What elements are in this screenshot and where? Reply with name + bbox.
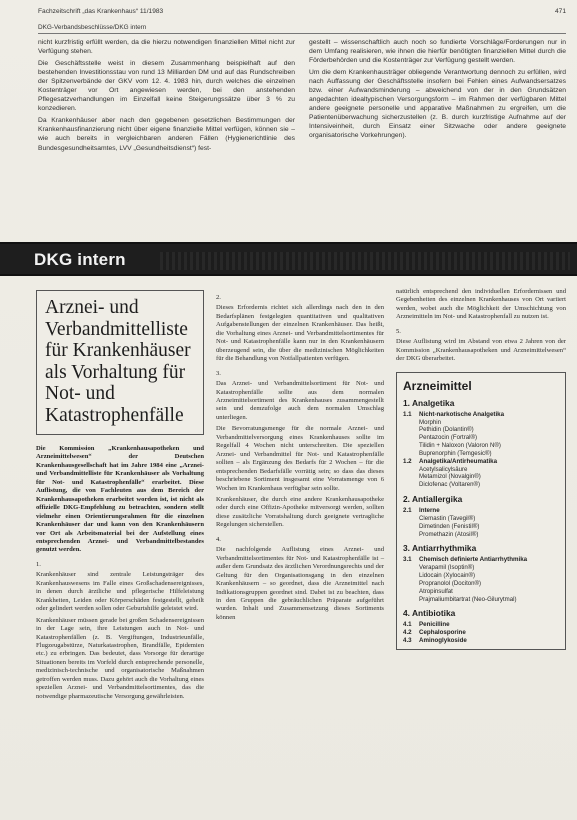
drug-group-heading: 4. Antibiotika	[403, 608, 456, 619]
article-paragraph: Diese Auflistung wird im Abstand von etwa 2 Jahren von der Kommission „Krankenhausapotheken und Arzneimittelwesen“ der DKG überarbeitet.	[396, 338, 566, 363]
article-title-box	[36, 290, 204, 435]
drug-item: Promethazin (Atosil®)	[419, 530, 479, 538]
top-right-column	[309, 38, 566, 156]
drug-group-heading: 1. Analgetika	[403, 397, 455, 408]
top-left-column	[38, 38, 295, 156]
drug-subgroup-name: Aminoglykoside	[419, 637, 467, 645]
article-paragraph: Krankenhäuser müssen gerade bei großen Schadensereignissen in der Lage sein, ihre Leistungen auch in Not- und Katastrophenfällen (z. B. Vergiftungen, Industrieunfälle, Flugzeugabstürze, Naturkatastrophen, Brandfälle, Epidemien etc.) zu erbringen. Das bedeutet, dass Vorsorge für derartige Situationen bereits im Vorfeld durch entsprechende personelle, medizinisch-technische und organisatorische Maßnahmen getroffen werden muss. Dazu gehört auch die Vorhaltung eines speziellen Arznei- und Verbandmittelsortimentes, das die notwendige pharmazeutische Versorgung gewährleisten.	[36, 616, 204, 700]
drug-item: Lidocain (Xylocain®)	[419, 572, 475, 580]
article-body	[36, 288, 566, 818]
drug-subgroup-number: 1.1	[403, 410, 412, 418]
drug-subgroup	[403, 637, 559, 645]
drug-subgroup-name: Nicht-narkotische Analgetika	[419, 410, 505, 418]
section-header: DKG-Verbandsbeschlüsse/DKG intern	[38, 24, 566, 34]
drug-subgroup-number: 4.2	[403, 629, 412, 637]
drug-subgroup-name: Analgetika/Antirheumatika	[419, 457, 498, 465]
drug-list-box	[396, 372, 566, 651]
drug-subgroup-name: Interne	[419, 507, 440, 514]
article-section-4	[216, 536, 384, 623]
body-paragraph: nicht kurzfristig erfüllt werden, da die hierzu notwendigen finanziellen Mittel nicht zur Verfügung stehen.	[38, 39, 295, 56]
drug-subgroup-number: 2.1	[403, 507, 412, 514]
body-paragraph: Um die dem Krankenhausträger obliegende Verantwortung dennoch zu erfüllen, wird nach Auffassung der Geschäftsstelle insofern bei Fehlen eines Aufwandsersatzes bzw. einer Aufwandsminderung – abweichend von der in den Grundsätzen angedachten idealtypischen Versorgungsform – im Rahmen der verfügbaren Mittel andere geeignete personelle und apparative Maßnahmen zu ergreifen, um die Patientenüberwachung sicherzustellen (z. B. durch kurzfristige Aufnahme auf der Intensiveinheit, durch Einsatz einer Sitzwache oder andere geeignete organisatorische Vorkehrungen).	[309, 69, 566, 140]
drug-subgroup-number: 4.3	[403, 637, 412, 645]
article-section-3	[216, 370, 384, 530]
drug-item: Verapamil (Isoptin®)	[419, 564, 475, 572]
drug-item: Diclofenac (Voltaren®)	[419, 481, 481, 489]
drug-groups	[403, 398, 559, 646]
article-paragraph: Das Arznei- und Verbandmittelsortiment für Not- und Katastrophenfälle sollte aus dem normalen Arzneimittelsortiment des Krankenhauses zusammengestellt sein und demzufolge auch dem normalen Umschlag unterliegen.	[216, 380, 384, 421]
section-number: 4.	[216, 535, 221, 543]
article-paragraph: Die Bevorratungsmenge für die normale Arznei- und Verbandmittelversorgung eines Krankenhauses sollte im Regelfall 4 Wochen nicht unterschreiten. Die speziellen Arznei- und Verbandmittel für Not- und Katastrophenfälle sollten – als Ergänzung des Bedarfs für 2 Wochen – für die entsprechenden Bedarfsfälle vorrätig sein; so dass das dieses beschriebene Sortiment insgesamt eine Vorratsmenge von 6 Wochen im Krankenhaus verfügbar sein sollte.	[216, 425, 384, 492]
section-number: 5.	[396, 327, 401, 335]
top-text-columns	[38, 38, 566, 156]
section-number: 2.	[216, 294, 221, 301]
drug-subgroup	[403, 556, 559, 564]
drug-subgroup-number: 1.2	[403, 457, 412, 465]
drug-subgroup-number: 3.1	[403, 556, 412, 564]
drug-item: Pethidin (Dolantin®)	[419, 426, 474, 434]
article-column-3	[396, 288, 566, 650]
drug-item: Acetylsalicylsäure	[419, 465, 468, 473]
drug-group-heading: 2. Antiallergika	[403, 494, 463, 504]
section-number: 3.	[216, 369, 221, 377]
section-number: 1.	[36, 560, 41, 568]
drug-subgroup	[403, 507, 559, 515]
drug-item: Morphin	[419, 418, 442, 426]
article-column-3-text	[396, 288, 566, 322]
page-number: 471	[554, 8, 566, 15]
drug-subgroup	[403, 629, 559, 637]
article-intro: Die Kommission „Krankenhausapotheken und Arzneimittelwesen“ der Deutschen Krankenhausgesellschaft hat im Jahre 1984 eine „Arznei- und Verbandmittelliste für Krankenhäuser als Vorhaltung für Not- und Katastrophenfälle“ erarbeitet. Diese Auflistung, die von Fachleuten aus dem Bereich der Krankenhausapotheken erarbeitet worden ist, ist nicht als offizielle DKG-Empfehlung zu betrachten, sondern stellt vielmehr einen Orientierungsrahmen für die einzelnen Krankenhäuser dar und kann von den Krankenhäusern vor Ort als Arbeitsmaterial bei der Aufstellung eines entsprechenden Arznei- und Verbandmittelbestandes genutzt werden.	[36, 445, 204, 554]
banner-texture	[160, 252, 570, 270]
drug-subgroup-name: Penicilline	[419, 621, 450, 629]
drug-item: Tilidin + Naloxon (Valoron N®)	[419, 442, 501, 450]
article-section-1	[36, 561, 204, 701]
drug-item: Clemastin (Tavegil®)	[419, 515, 476, 522]
body-paragraph: gestellt – wissenschaftlich auch noch so fundierte Vorschläge/Forderungen nur in dem Umfang realisieren, wie ihnen die hierfür benötigten finanziellen Mittel durch die Förderbehörden und die Kostenträger zur Verfügung gestellt werden.	[309, 39, 566, 65]
article-section-2	[216, 294, 384, 364]
body-paragraph: Die Geschäftsstelle weist in diesem Zusammenhang beispielhaft auf den bestehenden Investitionsstau von rund 13 Milliarden DM und auf das Rundschreiben der Spitzenverbände der GKV vom 12. 4. 1983 hin, durch welches die einzelnen Kostenträger vor Ort angewiesen werden, bei den anstehenden Pflegesatzverhandlungen im Einzelfall keine Steigerungssätze über 3 % zu konzedieren.	[38, 60, 295, 113]
drug-subgroup	[403, 458, 559, 466]
drug-item: Buprenorphin (Temgesic®)	[419, 449, 492, 457]
drug-item: Prajmaliumbitartrat (Neo-Gilurytmal)	[419, 595, 517, 603]
drug-item: Pentazocin (Fortral®)	[419, 434, 477, 442]
drug-item: Dimetinden (Fenistil®)	[419, 522, 480, 530]
banner-title: DKG intern	[34, 250, 126, 269]
drug-item: Metamizol (Novalgin®)	[419, 473, 481, 481]
drug-subgroup-name: Cephalosporine	[419, 629, 466, 637]
article-paragraph: Krankenhäuser sind zentrale Leistungsträger des Krankenhauswesens im Falle eines Großschadensereignisses, in denen durch ärztliche und pflegerische Hilfeleistung Krankheiten, Leiden oder Körperschäden festgestellt, geheilt oder gelindert werden sollen oder Geburtshilfe geleistet wird.	[36, 571, 204, 613]
article-title: Arznei- und Verbandmittelliste für Krankenhäuser als Vorhaltung für Not- und Katastrophenfälle	[45, 297, 191, 426]
drug-subgroup-name: Chemisch definierte Antiarrhythmika	[419, 556, 528, 564]
article-column-1	[36, 288, 204, 704]
drug-subgroup	[403, 411, 559, 419]
article-paragraph: Krankenhäuser, die durch eine andere Krankenhausapotheke oder durch eine Offizin-Apotheke mitversorgt werden, sollten diese zusätzliche Vorratshaltung durch geeignete vertragliche Regelungen sicherstellen.	[216, 495, 384, 529]
drug-item: Propranolol (Dociton®)	[419, 579, 482, 587]
article-column-2	[216, 288, 384, 625]
article-paragraph: natürlich entsprechend den individuellen Erfordernissen und Gegebenheiten des einzelnen Krankenhauses von Ort variiert werden, wobei auch die Möglichkeit der Umschichtung von Arzneimitteln im Not- und Katastrophenfall zu nutzen ist.	[396, 288, 566, 321]
section-banner	[0, 242, 577, 276]
journal-name: Fachzeitschrift „das Krankenhaus“ 11/1983	[38, 8, 164, 15]
drug-group-heading: 3. Antiarrhythmika	[403, 543, 477, 554]
article-paragraph: Dieses Erfordernis richtet sich allerdings nach den in den Bedarfsplänen festgelegten quantitativen und qualitativen Aufgabenstellungen der einzelnen Krankenhäuser. Das heißt, die Vorhaltung eines Arznei- und Verbandmittelsortimentes für Not- und Katastrophenfälle kann nur in den Krankenhäusern überzeugend sein, die über die medizinischen Möglichkeiten für die Behandlung von Notfallpatienten verfügen.	[216, 304, 384, 363]
running-header	[38, 8, 566, 15]
body-paragraph: Da Krankenhäuser aber nach den gegebenen gesetzlichen Bestimmungen der Krankenhausfinanzierung nicht über eigene finanzielle Mittel verfügen, können sie – wie auch bereits in vergleichbaren anderen Fällen (Hygienerichtlinie des Bundesgesundheitsamtes, LVV „Gesundheitsdienst“) fest-	[38, 117, 295, 152]
drug-subgroup-number: 4.1	[403, 621, 412, 629]
drug-list-title: Arzneimittel	[403, 378, 472, 393]
drug-subgroup	[403, 621, 559, 629]
article-paragraph: Die nachfolgende Auflistung eines Arznei- und Verbandmittelsortimentes für Not- und Katastrophenfälle ist – außer dem Grundsatz des ärztlichen Verordnungsrechts und der Geltung für den Organisationsgang in den einzelnen Krankenhäusern – so geordnet, dass die Arzneimittel nach Indikationsgruppen geordnet sind. Dabei ist zu beachten, dass in den Gruppen die gebräuchlichen Präparate aufgeführt wurden. Inhalt und Zusammensetzung dieses Sortiments können	[216, 546, 384, 621]
drug-item: Atropinsulfat	[419, 587, 453, 595]
